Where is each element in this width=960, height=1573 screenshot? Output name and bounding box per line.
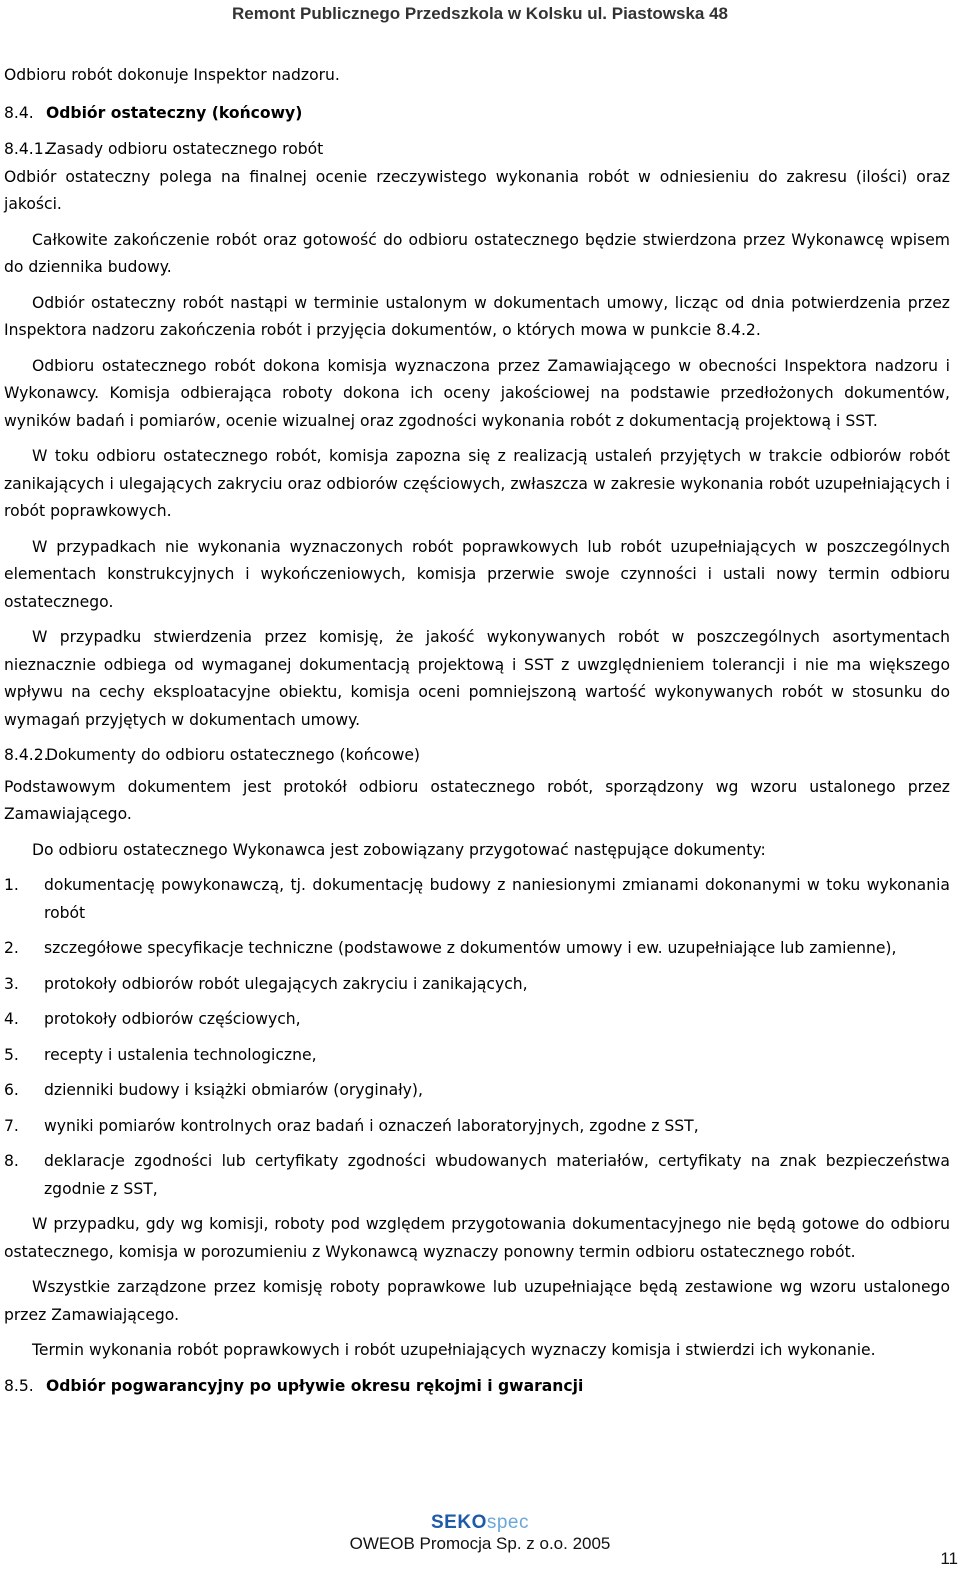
list-text: dzienniki budowy i książki obmiarów (oryginały), (44, 1081, 423, 1099)
sekospec-logo (0, 1512, 960, 1534)
page-header-title: Remont Publicznego Przedszkola w Kolsku ul. Piastowska 48 (232, 4, 728, 23)
list-item (4, 1148, 950, 1203)
list-item (4, 1077, 950, 1105)
list-text: recepty i ustalenia technologiczne, (44, 1045, 317, 1064)
paragraph: W przypadku, gdy wg komisji, roboty pod względem przygotowania dokumentacyjnego nie będą gotowe do odbioru ostatecznego, komisja w porozumieniu z Wykonawcą wyznaczy ponowny termin odbioru ostatecznego robót. (4, 1215, 950, 1261)
section-number: 8.5. (4, 1376, 34, 1395)
list-number: 7. (4, 1116, 19, 1135)
list-item (4, 1042, 950, 1070)
paragraph: Do odbioru ostatecznego Wykonawca jest zobowiązany przygotować następujące dokumenty: (32, 840, 766, 859)
list-text: protokoły odbiorów częściowych, (44, 1010, 301, 1028)
list-number: 8. (4, 1152, 19, 1170)
subsection-number: 8.4.2. (4, 746, 49, 764)
page-number: 11 (940, 1549, 958, 1568)
documents-list (4, 872, 950, 1203)
list-text: dokumentację powykonawczą, tj. dokumentację budowy z naniesionymi zmianami dokonanymi w toku wykonania robót (44, 876, 950, 922)
list-text: protokoły odbiorów robót ulegających zakryciu i zanikających, (44, 974, 528, 993)
list-number: 2. (4, 939, 19, 957)
section-title: Odbiór ostateczny (końcowy) (46, 103, 303, 122)
list-text: wyniki pomiarów kontrolnych oraz badań i oznaczeń laboratoryjnych, zgodne z SST, (44, 1116, 699, 1135)
paragraph: W przypadku stwierdzenia przez komisję, że jakość wykonywanych robót w poszczególnych asortymentach nieznacznie odbiega od wymaganej dokumentacją projektową i SST z uwzględnieniem tolerancji i nie ma większego wpływu na cechy eksploatacyjne obiektu, komisja oceni pomniejszoną wartość wykonywanych robót w stosunku do wymagań przyjętych w dokumentach umowy. (4, 628, 950, 729)
logo-part-spec: spec (486, 1512, 529, 1533)
paragraph: W przypadkach nie wykonania wyznaczonych robót poprawkowych lub robót uzupełniających w poszczególnych elementach konstrukcyjnych i wykończeniowych, komisja przerwie swoje czynności i ustali nowy termin odbioru ostatecznego. (4, 537, 950, 611)
paragraph: Podstawowym dokumentem jest protokół odbioru ostatecznego robót, sporządzony wg wzoru ustalonego przez Zamawiającego. (4, 777, 950, 823)
list-item (4, 1006, 950, 1034)
subsection-title: Zasady odbioru ostatecznego robót (46, 140, 324, 158)
subsection-number: 8.4.1. (4, 140, 49, 158)
paragraph: Całkowite zakończenie robót oraz gotowość do odbioru ostatecznego będzie stwierdzona przez Wykonawcę wpisem do dziennika budowy. (4, 230, 950, 276)
list-text: deklaracje zgodności lub certyfikaty zgodności wbudowanych materiałów, certyfikaty na znak bezpieczeństwa zgodnie z SST, (44, 1152, 950, 1198)
list-item (4, 935, 950, 963)
paragraph: Odbiór ostateczny robót nastąpi w terminie ustalonym w dokumentach umowy, licząc od dnia potwierdzenia przez Inspektora nadzoru zakończenia robót i przyjęcia dokumentów, o których mowa w punkcie 8.4.2. (4, 293, 950, 339)
document-body (4, 62, 950, 1400)
section-title: Odbiór pogwarancyjny po upływie okresu rękojmi i gwarancji (46, 1376, 584, 1395)
list-number: 6. (4, 1081, 19, 1099)
section-number: 8.4. (4, 103, 34, 122)
list-item (4, 971, 950, 999)
paragraph: Odbioru ostatecznego robót dokona komisja wyznaczona przez Zamawiającego w obecności Inspektora nadzoru i Wykonawcy. Komisja odbierająca roboty dokona ich oceny jakościowej na podstawie przedłożonych dokumentów, wyników badań i pomiarów, ocenie wizualnej oraz zgodności wykonania robót z dokumentacją projektową i SST. (4, 356, 950, 430)
intro-paragraph: Odbioru robót dokonuje Inspektor nadzoru. (4, 66, 340, 84)
section-heading-8-5 (4, 1373, 950, 1401)
list-number: 5. (4, 1045, 19, 1064)
paragraph: W toku odbioru ostatecznego robót, komisja zapozna się z realizacją ustaleń przyjętych w trakcie odbiorów robót zanikających i ulegających zakryciu oraz odbiorów częściowych, zwłaszcza w zakresie wykonania robót uzupełniających i robót poprawkowych. (4, 447, 950, 520)
paragraph: Termin wykonania robót poprawkowych i robót uzupełniających wyznaczy komisja i stwierdzi ich wykonanie. (32, 1341, 876, 1359)
subsection-heading-8-4-1 (4, 136, 950, 164)
list-number: 1. (4, 876, 19, 894)
section-heading-8-4 (4, 100, 950, 128)
paragraph: Wszystkie zarządzone przez komisję roboty poprawkowe lub uzupełniające będą zestawione wg wzoru ustalonego przez Zamawiającego. (4, 1278, 950, 1324)
paragraph: Odbiór ostateczny polega na finalnej ocenie rzeczywistego wykonania robót w odniesieniu do zakresu (ilości) oraz jakości. (4, 167, 950, 213)
list-text: szczegółowe specyfikacje techniczne (podstawowe z dokumentów umowy i ew. uzupełniające lub zamienne), (44, 939, 897, 957)
list-number: 3. (4, 974, 19, 993)
list-item (4, 872, 950, 927)
subsection-title: Dokumenty do odbioru ostatecznego (końcowe) (46, 746, 421, 764)
footer-company: OWEOB Promocja Sp. z o.o. 2005 (349, 1534, 611, 1553)
list-number: 4. (4, 1010, 19, 1028)
list-item (4, 1113, 950, 1141)
subsection-heading-8-4-2 (4, 742, 950, 770)
logo-part-seko: SEKO (431, 1512, 487, 1533)
